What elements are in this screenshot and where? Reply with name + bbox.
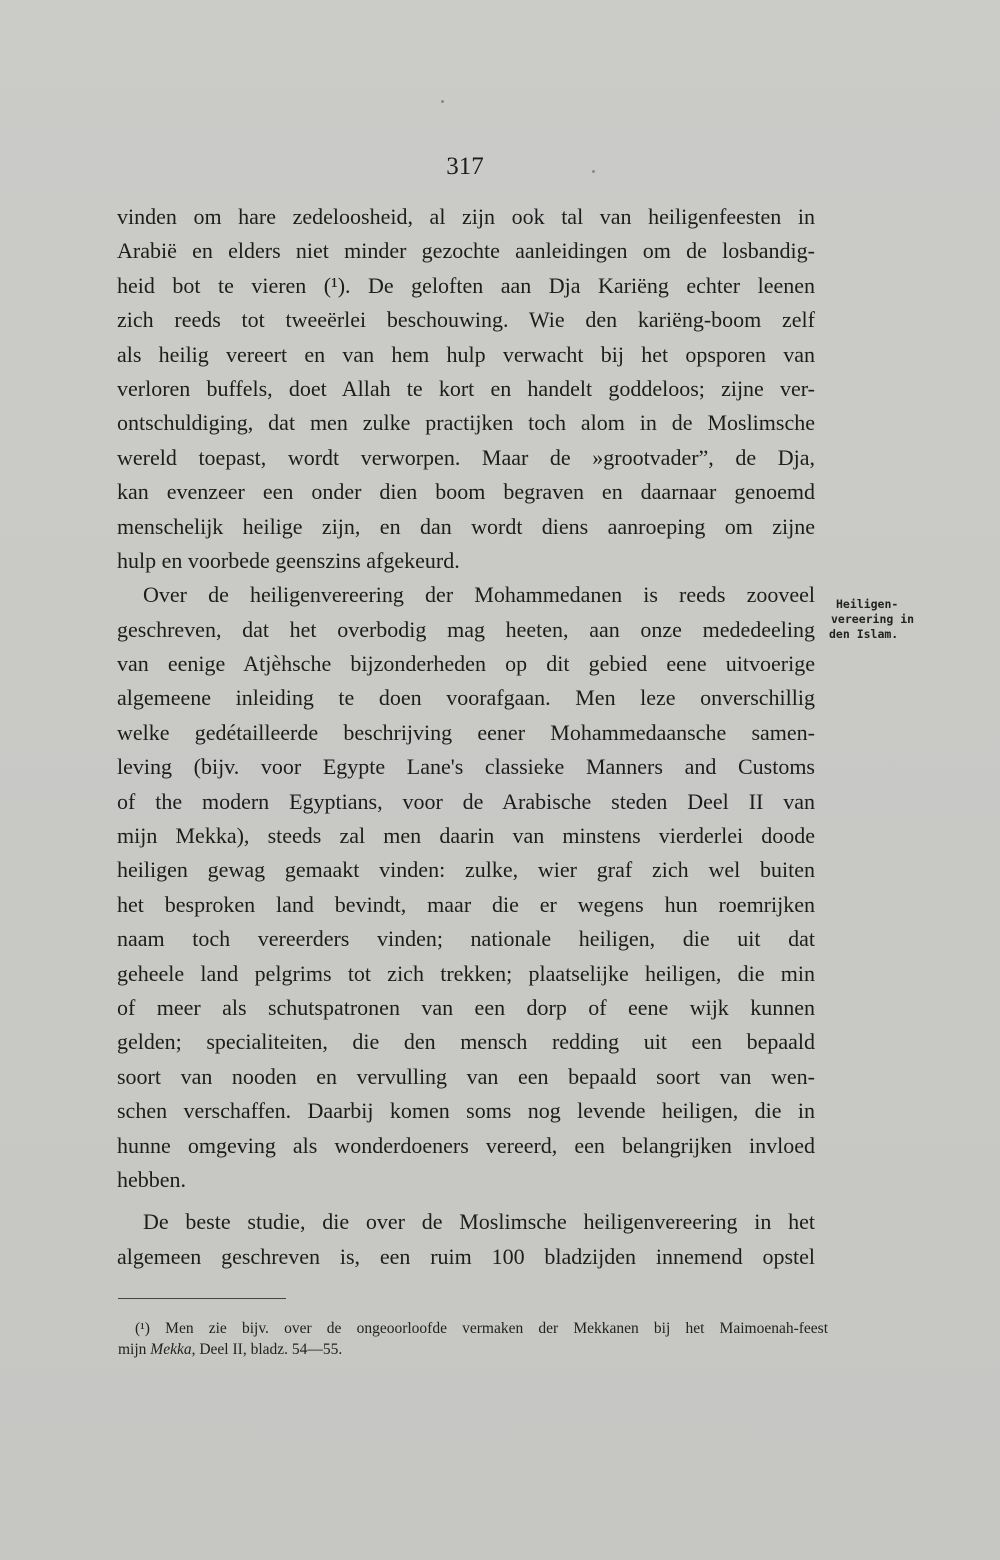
text-line: wereld toepast, wordt verworpen. Maar de »grootvader”, de Dja, xyxy=(117,444,815,470)
paragraph-gap xyxy=(117,1197,815,1205)
text-line: gelden; specialiteiten, die den mensch redding uit een bepaald xyxy=(117,1029,815,1055)
text-line: geschreven, dat het overbodig mag heeten, aan onze mededeeling xyxy=(117,616,815,642)
text-line: welke gedétailleerde beschrijving eener Mohammedaansche samen- xyxy=(117,719,815,745)
footnote-text: Men zie bijv. over de ongeoorloofde vermaken der Mekkanen bij het Maimoenah-feest xyxy=(165,1320,829,1337)
text-line: algemeene inleiding te doen voorafgaan. Men leze onverschillig xyxy=(117,685,815,711)
footnote-marker: (¹) xyxy=(135,1320,150,1337)
page-number: 317 xyxy=(446,153,484,180)
text-line: zich reeds tot tweeërlei beschouwing. Wie den kariëng-boom zelf xyxy=(117,307,815,333)
text-line: hunne omgeving als wonderdoeners vereerd, een belangrijken invloed xyxy=(117,1132,815,1158)
text-line: van eenige Atjèhsche bijzonderheden op dit gebied eene uitvoerige xyxy=(117,651,815,677)
text-line: of meer als schutspatronen van een dorp of eene wijk kunnen xyxy=(117,994,815,1020)
text-line: menschelijk heilige zijn, en dan wordt diens aanroeping om zijne xyxy=(117,513,815,539)
margin-note-line: den Islam. xyxy=(829,627,899,641)
text-line: of the modern Egyptians, voor de Arabische steden Deel II van xyxy=(117,788,815,814)
footnote-book-title: Mekka xyxy=(150,1341,192,1358)
text-line: Arabië en elders niet minder gezochte aanleidingen om de losbandig- xyxy=(117,238,815,264)
text-line: soort van nooden en vervulling van een bepaald soort van wen- xyxy=(117,1063,815,1089)
text-line: hulp en voorbede geenszins afgekeurd. xyxy=(117,547,460,573)
text-line: geheele land pelgrims tot zich trekken; plaatselijke heiligen, die min xyxy=(117,960,815,986)
footnote-line xyxy=(135,1318,828,1339)
text-line: heiligen gewag gemaakt vinden: zulke, wier graf zich wel buiten xyxy=(117,857,815,883)
text-line: Over de heiligenvereering der Mohammedanen is reeds zooveel xyxy=(143,582,815,608)
text-line: het besproken land bevindt, maar die er wegens hun roemrijken xyxy=(117,891,815,917)
text-line: De beste studie, die over de Moslimsche heiligenvereering in het xyxy=(143,1209,815,1235)
margin-note xyxy=(826,597,936,642)
text-line: schen verschaffen. Daarbij komen soms nog levende heiligen, die in xyxy=(117,1098,815,1124)
footnote-rule xyxy=(118,1298,286,1299)
footnote xyxy=(118,1318,829,1360)
paper-speck xyxy=(441,100,444,103)
footnote-line xyxy=(118,1339,828,1360)
margin-note-line: vereering in xyxy=(831,612,915,626)
text-line: hebben. xyxy=(117,1166,187,1192)
text-line: naam toch vereerders vinden; nationale heiligen, die uit dat xyxy=(117,926,815,952)
text-line: heid bot te vieren (¹). De geloften aan Dja Kariëng echter leenen xyxy=(117,272,815,298)
text-line: leving (bijv. voor Egypte Lane's classieke Manners and Customs xyxy=(117,754,815,780)
text-line: kan evenzeer een onder dien boom begraven en daarnaar genoemd xyxy=(117,479,815,505)
footnote-text: , Deel II, bladz. 54—55. xyxy=(191,1341,343,1358)
text-line: als heilig vereert en van hem hulp verwacht bij het opsporen van xyxy=(117,341,815,367)
text-line: mijn Mekka), steeds zal men daarin van minstens vierderlei doode xyxy=(117,823,815,849)
main-text xyxy=(117,200,815,1274)
text-line: ontschuldiging, dat men zulke practijken toch alom in de Moslimsche xyxy=(117,410,815,436)
text-line: vinden om hare zedeloosheid, al zijn ook tal van heiligenfeesten in xyxy=(117,204,815,229)
text-line: algemeen geschreven is, een ruim 100 bladzijden innemend opstel xyxy=(117,1243,815,1269)
text-line: verloren buffels, doet Allah te kort en handelt goddeloos; zijne ver- xyxy=(117,375,815,401)
margin-note-line: Heiligen- xyxy=(836,597,899,611)
footnote-text: mijn xyxy=(118,1341,151,1358)
